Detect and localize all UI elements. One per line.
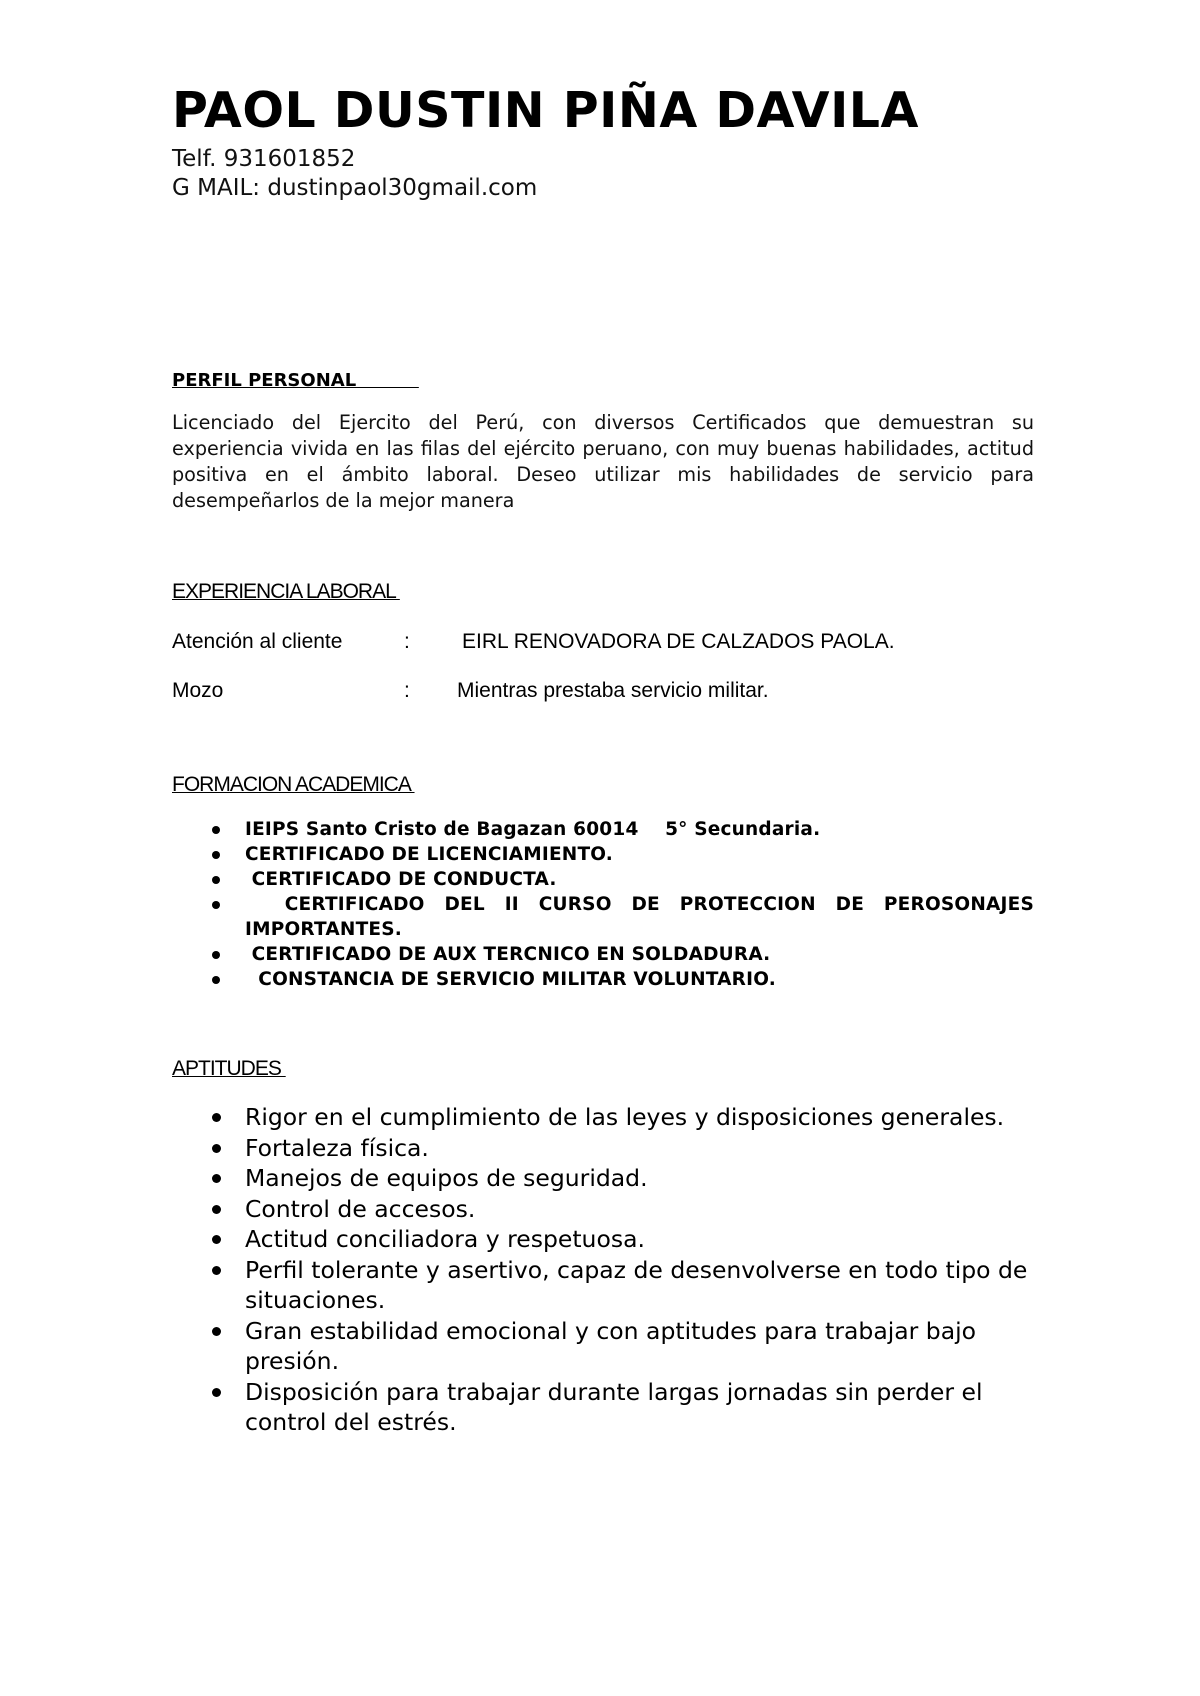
section-title-formacion: FORMACION ACADEMICA [172,773,415,796]
bullet-icon [212,1113,221,1122]
bullet-icon [212,1144,221,1153]
list-item: CERTIFICADO DE CONDUCTA. [172,867,1034,892]
list-item: Fortaleza física. [172,1133,1034,1164]
perfil-paragraph: Licenciado del Ejercito del Perú, con diversos Certificados que demuestran su experiencia vivida en las filas del ejército peruano, con muy buenas habilidades, actitud positiva en el ámbito laboral. Deseo utilizar mis habilidades de servicio para desempeñarlos de la mejor manera [172,411,1034,512]
experience-role: Atención al cliente [172,630,343,653]
list-item: Gran estabilidad emocional y con aptitudes para trabajar bajo presión. [172,1316,1034,1377]
experience-colon: : [404,679,410,702]
section-title-aptitudes: APTITUDES [172,1057,286,1080]
list-item: Disposición para trabajar durante largas jornadas sin perder el control del estrés. [172,1377,1034,1438]
list-item: CERTIFICADO DE LICENCIAMIENTO. [172,842,1034,867]
bullet-icon [212,1327,221,1336]
bullet-icon [212,1174,221,1183]
experience-role: Mozo [172,679,224,702]
bullet-icon [212,826,220,834]
bullet-icon [212,1388,221,1397]
list-item: Actitud conciliadora y respetuosa. [172,1224,1034,1255]
list-item: CERTIFICADO DEL II CURSO DE PROTECCION DE PEROSONAJES IMPORTANTES. [172,892,1034,942]
list-item: Control de accesos. [172,1194,1034,1225]
list-item: Manejos de equipos de seguridad. [172,1163,1034,1194]
section-title-perfil: PERFIL PERSONAL [172,370,419,391]
bullet-icon [212,1266,221,1275]
list-item: IEIPS Santo Cristo de Bagazan 60014 5° Secundaria. [172,817,1034,842]
candidate-name: PAOL DUSTIN PIÑA DAVILA [172,82,919,139]
formacion-list [172,817,1041,992]
experience-place: EIRL RENOVADORA DE CALZADOS PAOLA. [462,630,895,653]
list-item: Perfil tolerante y asertivo, capaz de desenvolverse en todo tipo de situaciones. [172,1255,1034,1316]
list-item: CONSTANCIA DE SERVICIO MILITAR VOLUNTARIO. [172,967,1034,992]
bullet-icon [212,876,220,884]
section-title-experiencia: EXPERIENCIA LABORAL [172,580,400,603]
bullet-icon [212,1235,221,1244]
email-address: G MAIL: dustinpaol30gmail.com [172,175,538,201]
bullet-icon [212,851,220,859]
experience-colon: : [404,630,410,653]
bullet-icon [212,901,220,909]
experience-place: Mientras prestaba servicio militar. [457,679,769,702]
aptitudes-list [172,1102,1034,1438]
phone-number: Telf. 931601852 [172,146,356,172]
bullet-icon [212,976,220,984]
list-item: Rigor en el cumplimiento de las leyes y disposiciones generales. [172,1102,1034,1133]
bullet-icon [212,1205,221,1214]
list-item: CERTIFICADO DE AUX TERCNICO EN SOLDADURA. [172,942,1034,967]
bullet-icon [212,951,220,959]
